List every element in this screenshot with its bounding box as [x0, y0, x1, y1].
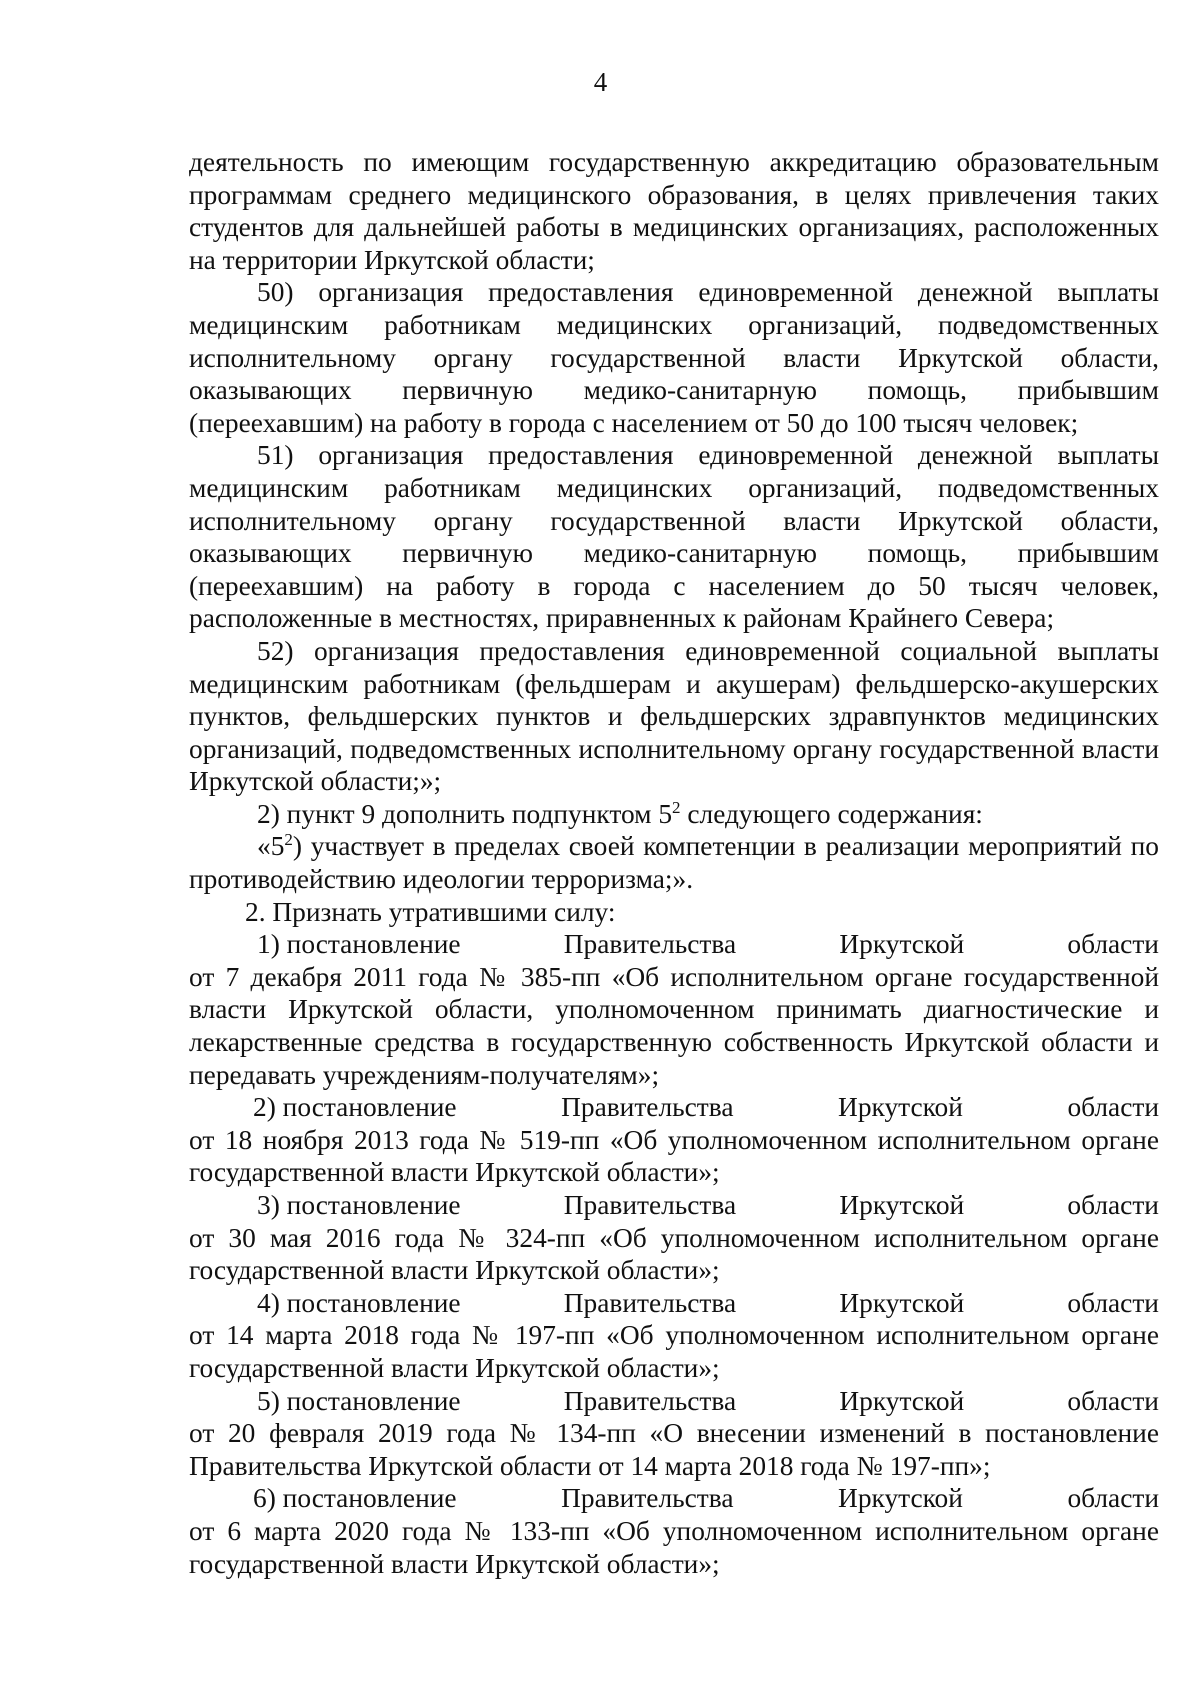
resolution-authority: Правительства: [563, 929, 737, 960]
resolution-heading-row: [189, 1189, 1159, 1222]
resolution-authority: Правительства: [563, 1385, 737, 1416]
resolution-region-word: области: [1067, 1483, 1159, 1514]
resolution-number: 5) постановление: [257, 1385, 461, 1416]
resolution-region: Иркутской: [838, 1092, 963, 1123]
resolution-region: Иркутской: [839, 1385, 965, 1416]
paragraph-item-51: 51) организация предоставления единовременной денежной выплаты медицинским работникам медицинских организаций, подведомственных исполнительному органу государственной власти Иркутской области, оказывающих первичную медико-санитарную помощь, прибывшим (переехавшим) на работу в города с населением до 50 тысяч человек, расположенные в местностях, приравненных к районам Крайнего Севера;: [189, 440, 1159, 634]
resolution-item: [189, 1482, 1159, 1580]
resolution-number: 2) постановление: [253, 1092, 457, 1123]
resolution-item: [189, 1385, 1159, 1483]
paragraph-item-50: 50) организация предоставления единовременной денежной выплаты медицинским работникам медицинских организаций, подведомственных исполнительному органу государственной власти Иркутской области, оказывающих первичную медико-санитарную помощь, прибывшим (переехавшим) на работу в города с населением от 50 до 100 тысяч человек;: [189, 277, 1159, 438]
paragraph-quoted-subitem: [189, 830, 1159, 895]
resolution-region: Иркутской: [839, 1287, 965, 1318]
amendment-text-end: следующего содержания:: [680, 798, 983, 829]
resolution-item: [189, 928, 1159, 1091]
paragraph-item-52: 52) организация предоставления единовременной социальной выплаты медицинским работникам (фельдшерам и акушерам) фельдшерско-акушерских пунктов, фельдшерских пунктов и фельдшерских здравпунктов медицинских организаций, подведомственных исполнительному органу государственной власти Иркутской области;»;: [189, 635, 1159, 797]
resolution-details: от 30 мая 2016 года № 324-пп «Об уполномоченном исполнительном органе государственной власти Иркутской области»;: [189, 1222, 1159, 1286]
resolution-authority: Правительства: [563, 1287, 737, 1318]
resolution-region-word: области: [1067, 1092, 1159, 1123]
resolution-region-word: области: [1067, 929, 1159, 960]
resolution-region-word: области: [1067, 1385, 1159, 1416]
resolution-authority: Правительства: [561, 1483, 734, 1514]
resolution-authority: Правительства: [561, 1092, 734, 1123]
quote-superscript: 2: [284, 830, 293, 850]
resolution-number: 1) постановление: [257, 929, 461, 960]
quote-text-start: «5: [257, 831, 285, 862]
resolution-region-word: области: [1067, 1287, 1159, 1318]
resolution-details: от 18 ноября 2013 года № 519-пп «Об уполномоченном исполнительном органе государственной власти Иркутской области»;: [189, 1124, 1159, 1188]
resolution-item: [189, 1287, 1159, 1385]
paragraph-section-2: 2. Признать утратившими силу:: [245, 896, 616, 927]
resolution-region-word: области: [1067, 1190, 1159, 1220]
resolution-item: [189, 1189, 1159, 1287]
resolution-number: 3) постановление: [257, 1190, 461, 1220]
resolution-heading-row: [189, 1287, 1159, 1320]
resolution-region: Иркутской: [838, 1483, 963, 1514]
resolution-heading-row: [189, 1385, 1159, 1418]
resolution-heading-row: [189, 1482, 1159, 1515]
quote-text-end: ) участвует в пределах своей компетенции в реализации мероприятий по противодействию идеологии терроризма;».: [189, 831, 1159, 895]
resolution-authority: Правительства: [563, 1190, 737, 1220]
resolution-heading-row: [189, 928, 1159, 961]
amendment-text-start: 2) пункт 9 дополнить подпунктом 5: [257, 798, 673, 829]
resolution-region: Иркутской: [839, 929, 965, 960]
resolution-details: от 14 марта 2018 года № 197-пп «Об уполномоченном исполнительном органе государственной власти Иркутской области»;: [189, 1320, 1159, 1383]
resolution-number: 4) постановление: [257, 1287, 461, 1318]
document-body: [189, 146, 1159, 1580]
resolution-item: [189, 1091, 1159, 1189]
resolution-details: от 7 декабря 2011 года № 385-пп «Об исполнительном органе государственной власти Иркутской области, уполномоченном принимать диагностические и лекарственные средства в государственную собственность Иркутской области и передавать учреждениям-получателям»;: [189, 961, 1159, 1090]
paragraph-amendment-item-2: [189, 798, 1159, 831]
paragraph-continuation: деятельность по имеющим государственную аккредитацию образовательным программам среднего медицинского образования, в целях привлечения таких студентов для дальнейшей работы в медицинских организациях, расположенных на территории Иркутской области;: [189, 147, 1159, 275]
resolution-number: 6) постановление: [253, 1483, 457, 1514]
amendment-superscript: 2: [672, 797, 681, 817]
resolution-region: Иркутской: [839, 1190, 965, 1220]
page-number: 4: [593, 67, 608, 97]
resolution-details: от 6 марта 2020 года № 133-пп «Об уполномоченном исполнительном органе государственной власти Иркутской области»;: [189, 1515, 1159, 1579]
resolution-heading-row: [189, 1091, 1159, 1124]
resolution-details: от 20 февраля 2019 года № 134-пп «О внесении изменений в постановление Правительства Иркутской области от 14 марта 2018 года № 197-пп»;: [189, 1418, 1159, 1481]
